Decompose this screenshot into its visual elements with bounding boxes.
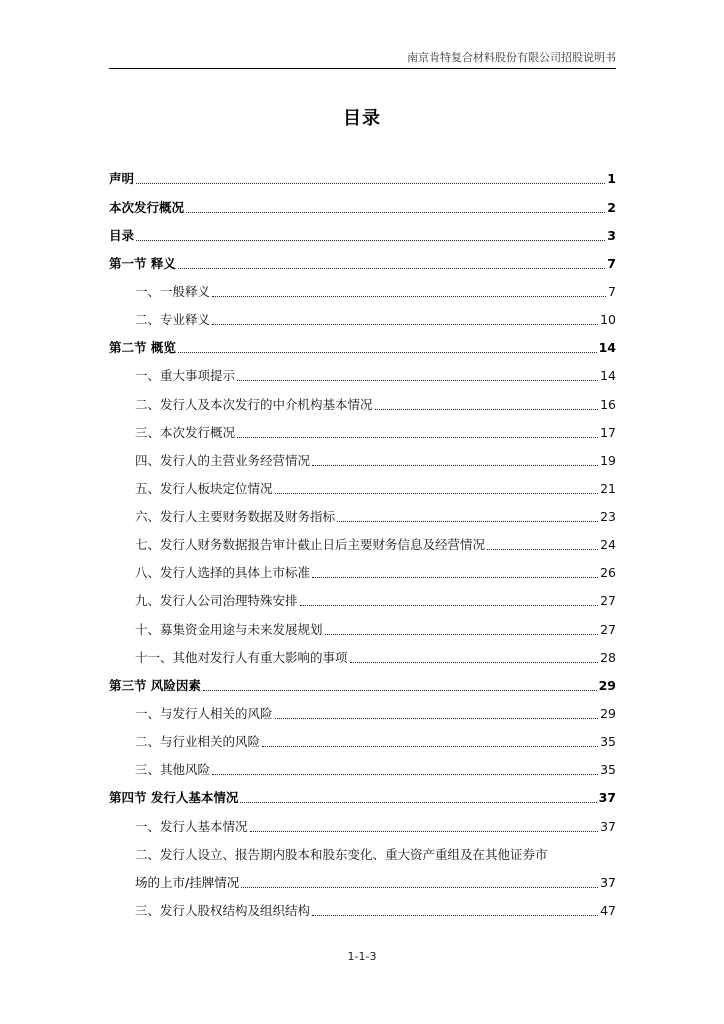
leader-dots [212,324,598,325]
leader-dots [312,577,598,578]
toc-entry-label: 二、发行人设立、报告期内股本和股东变化、重大资产重组及在其他证券市 [135,847,548,862]
toc-entry-page: 29 [600,706,616,721]
toc-entry-label: 三、本次发行概况 [135,425,236,440]
toc-entry-page: 19 [600,453,616,468]
toc-entry-offering-overview[interactable] [109,197,616,217]
leader-dots [487,549,598,550]
leader-dots [275,718,599,719]
toc-entry-label: 八、发行人选择的具体上市标准 [135,565,311,580]
toc-entry-2-2[interactable] [135,394,616,414]
toc-entry-page: 24 [600,537,616,552]
toc-entry-page: 37 [598,790,616,805]
toc-entry-page: 29 [598,678,616,693]
leader-dots [250,831,599,832]
toc-entry-1-1[interactable] [135,281,616,301]
toc-entry-label: 第四节 发行人基本情况 [109,790,239,805]
toc-entry-2-4[interactable] [135,450,616,470]
leader-dots [350,662,599,663]
toc-entry-page: 21 [600,481,616,496]
leader-dots [212,296,606,297]
toc-entry-2-8[interactable] [135,562,616,582]
toc-entry-label: 五、发行人板块定位情况 [135,481,273,496]
toc-entry-section-3[interactable] [109,675,616,695]
toc-entry-label: 三、其他风险 [135,762,211,777]
toc-entry-page: 16 [600,397,616,412]
toc-entry-2-11[interactable] [135,647,616,667]
leader-dots [178,268,605,269]
toc-entry-label: 目录 [109,228,135,243]
toc-entry-label: 九、发行人公司治理特殊安排 [135,593,298,608]
leader-dots [240,802,596,803]
toc-entry-2-9[interactable] [135,590,616,610]
toc-entry-page: 10 [600,312,616,327]
toc-entry-page: 27 [600,622,616,637]
leader-dots [186,212,605,213]
toc-entry-page: 7 [607,256,616,271]
leader-dots [275,493,599,494]
toc-entry-page: 14 [598,340,616,355]
leader-dots [375,409,599,410]
toc-entry-section-4[interactable] [109,787,616,807]
toc-entry-page: 17 [600,425,616,440]
toc-entry-label: 十、募集资金用途与未来发展规划 [135,622,323,637]
toc-entry-page: 35 [600,762,616,777]
toc-entry-label: 七、发行人财务数据报告审计截止日后主要财务信息及经营情况 [135,537,486,552]
toc-entry-label: 场的上市/挂牌情况 [135,875,240,890]
toc-entry-2-5[interactable] [135,478,616,498]
leader-dots [136,183,605,184]
toc-entry-page: 3 [607,228,616,243]
toc-entry-page: 35 [600,734,616,749]
page-title: 目录 [343,108,381,129]
leader-dots [237,380,598,381]
page-number: 1-1-3 [347,950,377,963]
leader-dots [262,746,598,747]
toc-entry-4-2-line-1[interactable] [135,844,616,864]
toc-entry-section-2[interactable] [109,337,616,357]
leader-dots [241,887,598,888]
toc-entry-1-2[interactable] [135,309,616,329]
leader-dots [212,774,598,775]
toc-entry-label: 十一、其他对发行人有重大影响的事项 [135,650,348,665]
toc-entry-label: 三、发行人股权结构及组织结构 [135,903,311,918]
toc-entry-page: 7 [608,284,616,299]
toc-entry-page: 1 [607,171,616,186]
toc-entry-label: 二、与行业相关的风险 [135,734,261,749]
toc-entry-3-2[interactable] [135,731,616,751]
toc-entry-page: 14 [600,368,616,383]
toc-entry-4-3[interactable] [135,900,616,920]
leader-dots [312,465,598,466]
toc-entry-3-1[interactable] [135,703,616,723]
toc-entry-label: 本次发行概况 [109,200,185,215]
toc-entry-section-1[interactable] [109,253,616,273]
toc-entry-contents[interactable] [109,225,616,245]
toc-entry-statement[interactable] [109,168,616,188]
leader-dots [312,915,598,916]
toc-entry-label: 二、发行人及本次发行的中介机构基本情况 [135,397,373,412]
toc-entry-label: 一、重大事项提示 [135,368,236,383]
toc-entry-label: 一、发行人基本情况 [135,819,248,834]
leader-dots [237,437,598,438]
toc-entry-label: 二、专业释义 [135,312,211,327]
toc-entry-2-3[interactable] [135,422,616,442]
header-text: 南京肯特复合材料股份有限公司招股说明书 [407,51,616,64]
toc-entry-3-3[interactable] [135,759,616,779]
toc-entry-page: 37 [600,819,616,834]
toc-entry-label: 第一节 释义 [109,256,176,271]
toc-entry-page: 47 [600,903,616,918]
leader-dots [136,240,605,241]
toc-entry-label: 第二节 概览 [109,340,176,355]
toc-entry-label: 一、与发行人相关的风险 [135,706,273,721]
toc-entry-2-1[interactable] [135,365,616,385]
toc-entry-4-2-line-2[interactable] [135,872,616,892]
toc-entry-2-10[interactable] [135,619,616,639]
toc-entry-4-1[interactable] [135,816,616,836]
toc-entry-label: 声明 [109,171,135,186]
toc-entry-page: 27 [600,593,616,608]
toc-entry-page: 28 [600,650,616,665]
running-header [109,50,616,69]
leader-dots [203,690,597,691]
toc-entry-label: 一、一般释义 [135,284,211,299]
toc-entry-2-6[interactable] [135,506,616,526]
toc-entry-2-7[interactable] [135,534,616,554]
toc-entry-label: 六、发行人主要财务数据及财务指标 [135,509,336,524]
leader-dots [325,634,599,635]
toc-entry-page: 2 [607,200,616,215]
page-footer [0,950,724,963]
leader-dots [178,352,597,353]
toc-entry-page: 23 [600,509,616,524]
toc-entry-page: 37 [600,875,616,890]
leader-dots [337,521,598,522]
toc-entry-label: 四、发行人的主营业务经营情况 [135,453,311,468]
toc-entry-label: 第三节 风险因素 [109,678,201,693]
toc-entry-page: 26 [600,565,616,580]
leader-dots [300,605,599,606]
